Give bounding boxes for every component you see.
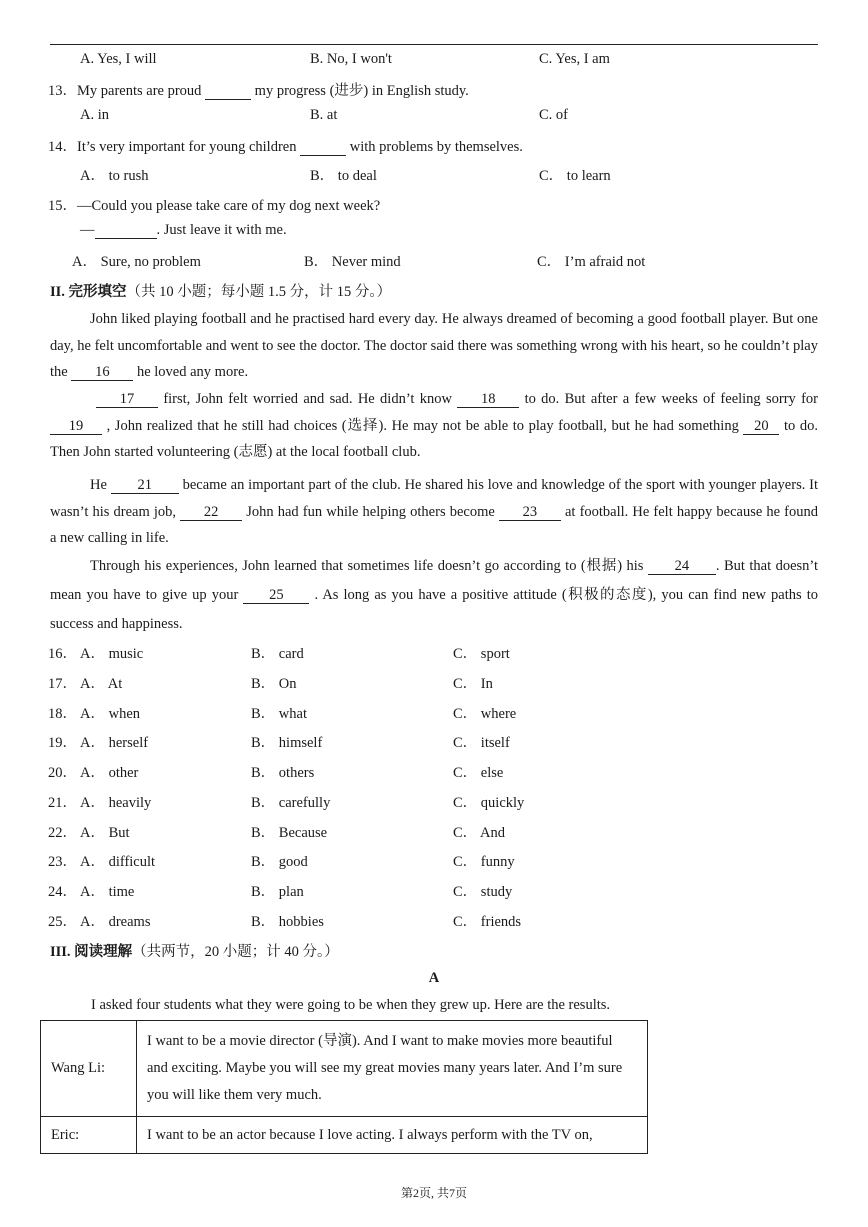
option-row <box>48 731 748 751</box>
option-row <box>48 821 748 841</box>
option-c: C． where <box>453 706 517 722</box>
section-description: （共 10 小题；每小题 1.5 分，计 15 分。） <box>126 284 392 300</box>
option-a: A． herself <box>80 735 149 751</box>
option-row <box>48 672 748 692</box>
blank-17: 17 <box>96 392 158 408</box>
option-number: 21． <box>48 795 77 811</box>
passage-text: John had fun while helping others become <box>246 503 495 520</box>
option-number: 20． <box>48 765 77 781</box>
passage-paragraph-3 <box>50 472 818 552</box>
q13-option-a: A. in <box>80 107 109 123</box>
blank-16: 16 <box>71 365 133 381</box>
option-row <box>48 761 748 781</box>
q12-option-c: C. Yes, I am <box>539 51 610 67</box>
passage-text: to do. Then John started volunteering (志愿) at the local football club. <box>50 417 819 460</box>
option-c: C． quickly <box>453 795 525 811</box>
passage-paragraph-1 <box>50 306 818 386</box>
section-3-heading <box>50 940 339 961</box>
student-answer: I want to be a movie director (导演). And I want to make movies more beautiful and exciting. Maybe you will see my great movies many years later. And I’m sure you will like them very much. <box>137 1021 648 1117</box>
option-number: 22． <box>48 825 77 841</box>
passage-text: , John realized that he still had choices (选择). He may not be able to play football, but he had something <box>106 417 739 434</box>
option-a: A． But <box>80 825 130 841</box>
option-row <box>48 702 748 722</box>
option-a: A． dreams <box>80 914 151 930</box>
passage-text: became an important part of the club. He shared his love and knowledge of the sport with younger players. It wasn’t his dream job, <box>50 477 819 520</box>
blank-20: 20 <box>743 419 779 435</box>
option-b: B． good <box>251 854 308 870</box>
option-a: A． At <box>80 676 123 692</box>
page-footer: 第2页, 共7页 <box>400 1186 467 1200</box>
section-title: II. 完形填空 <box>50 284 127 300</box>
question-text: It’s very important for young children <box>77 139 297 155</box>
student-answer: I want to be an actor because I love acting. I always perform with the TV on, <box>137 1117 648 1154</box>
q12-option-b: B. No, I won't <box>310 51 392 67</box>
student-name: Eric: <box>41 1117 137 1154</box>
q13-option-b: B. at <box>310 107 338 123</box>
question-text: with problems by themselves. <box>349 139 523 155</box>
passage-text: Through his experiences, John learned that sometimes life doesn’t go according to (根据) his <box>90 558 644 574</box>
results-table <box>40 1020 648 1154</box>
blank-18: 18 <box>457 392 519 408</box>
question-text: my progress (进步) in English study. <box>254 83 469 99</box>
question-number: 15． <box>48 198 77 214</box>
q14-option-c: C． to learn <box>539 168 611 184</box>
section-2-heading <box>50 280 391 301</box>
option-number: 24． <box>48 884 77 900</box>
reading-a-heading: A <box>428 970 440 986</box>
option-row <box>48 910 748 930</box>
q13-options <box>48 107 748 127</box>
option-a: A． time <box>80 884 135 900</box>
option-number: 25． <box>48 914 77 930</box>
option-number: 18． <box>48 706 77 722</box>
passage-text: . As long as you have a positive attitude (积极的态度), you can find new paths to success and happiness. <box>50 587 819 632</box>
q12-option-a: A. Yes, I will <box>80 51 157 67</box>
blank-25: 25 <box>243 588 309 604</box>
option-row <box>48 850 748 870</box>
top-rule <box>50 44 818 45</box>
option-number: 19． <box>48 735 77 751</box>
option-c: C． study <box>453 884 513 900</box>
option-a: A． difficult <box>80 854 156 870</box>
table-row <box>41 1021 648 1117</box>
section-description: （共两节，20 小题；计 40 分。） <box>132 944 339 960</box>
passage-text: he loved any more. <box>136 364 249 380</box>
blank-23: 23 <box>499 505 561 521</box>
option-row <box>48 791 748 811</box>
passage-paragraph-4 <box>50 552 818 639</box>
question-13 <box>48 79 469 100</box>
passage-text: at football. He felt happy because he found a new calling in life. <box>50 503 819 546</box>
option-b: B． On <box>251 676 297 692</box>
option-number: 16． <box>48 646 77 662</box>
question-text: . Just leave it with me. <box>156 222 287 238</box>
question-number: 14． <box>48 139 77 155</box>
question-14 <box>48 135 523 156</box>
answer-blank <box>300 140 346 156</box>
option-number: 23． <box>48 854 77 870</box>
passage-text: to do. But after a few weeks of feeling sorry for <box>524 391 819 407</box>
reading-a-intro: I asked four students what they were going to be when they grew up. Here are the results. <box>91 997 611 1013</box>
q12-options <box>48 51 748 71</box>
option-a: A． heavily <box>80 795 152 811</box>
blank-22: 22 <box>180 505 242 521</box>
section-title: III. 阅读理解 <box>50 944 133 960</box>
option-a: A． music <box>80 646 144 662</box>
passage-paragraph-2 <box>50 386 818 466</box>
option-b: B． carefully <box>251 795 331 811</box>
option-c: C． And <box>453 825 505 841</box>
answer-blank <box>205 84 251 100</box>
option-b: B． himself <box>251 735 323 751</box>
option-c: C． friends <box>453 914 522 930</box>
option-a: A． other <box>80 765 139 781</box>
option-a: A． when <box>80 706 141 722</box>
q14-option-a: A． to rush <box>80 168 149 184</box>
option-b: B． plan <box>251 884 304 900</box>
passage-text: . But that doesn’t mean you have to give up your <box>50 558 819 603</box>
question-15 <box>48 194 380 215</box>
question-number: 13． <box>48 83 77 99</box>
option-number: 17． <box>48 676 77 692</box>
option-c: C． funny <box>453 854 515 870</box>
option-c: C． else <box>453 765 504 781</box>
blank-24: 24 <box>648 559 716 575</box>
question-text: My parents are proud <box>77 83 202 99</box>
q15-options <box>48 250 748 270</box>
option-b: B． what <box>251 706 307 722</box>
passage-text: John liked playing football and he practised hard every day. He always dreamed of becoming a good football player. But one day, he felt uncomfortable and went to see the doctor. The doctor said there was something wrong with his heart, so he couldn’t play the <box>50 311 818 380</box>
q13-option-c: C. of <box>539 107 568 123</box>
blank-21: 21 <box>111 478 179 494</box>
q15-option-b: B． Never mind <box>304 254 401 270</box>
option-c: C． itself <box>453 735 510 751</box>
table-row <box>41 1117 648 1154</box>
q15-option-c: C． I’m afraid not <box>537 254 646 270</box>
passage-text: He <box>90 477 107 493</box>
question-15-response <box>80 222 287 239</box>
blank-19: 19 <box>50 419 102 435</box>
option-b: B． card <box>251 646 304 662</box>
dash: — <box>80 222 95 238</box>
student-name: Wang Li: <box>41 1021 137 1117</box>
answer-blank <box>95 223 157 239</box>
q14-options <box>48 164 748 184</box>
option-b: B． Because <box>251 825 328 841</box>
q14-option-b: B． to deal <box>310 168 377 184</box>
option-b: B． hobbies <box>251 914 324 930</box>
question-text: —Could you please take care of my dog next week? <box>77 198 381 214</box>
option-row <box>48 880 748 900</box>
q15-option-a: A． Sure, no problem <box>72 254 201 270</box>
option-c: C． In <box>453 676 493 692</box>
passage-text: first, John felt worried and sad. He didn’t know <box>163 391 452 407</box>
option-c: C． sport <box>453 646 510 662</box>
option-b: B． others <box>251 765 315 781</box>
option-row <box>48 642 748 662</box>
